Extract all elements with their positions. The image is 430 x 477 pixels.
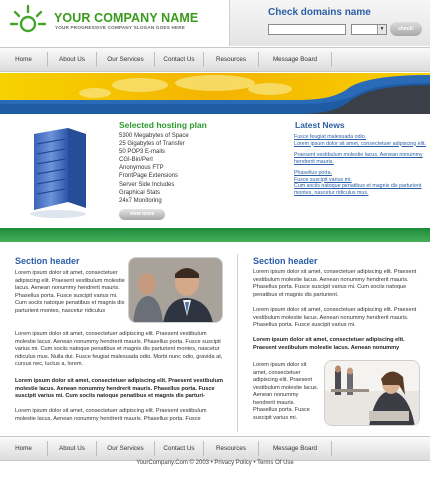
list-item: CGI-Bin/Perl: [119, 157, 153, 164]
nav-item-message-board[interactable]: Message Board: [272, 445, 318, 452]
world-map-graphic: [0, 73, 430, 114]
news-link[interactable]: Fusce suscipit varius mi.: [294, 176, 352, 183]
list-item: Graphical Stats: [119, 189, 161, 196]
header: [0, 0, 430, 46]
news-link[interactable]: Fusce feugiat malesuada odio.: [294, 134, 367, 140]
right-section-header: Section header: [253, 256, 318, 266]
domain-check-box: [229, 0, 430, 46]
view-more-button[interactable]: view more: [119, 209, 165, 220]
latest-news-title: Latest News: [295, 120, 345, 130]
sun-logo-icon: [10, 4, 46, 40]
nav-item-our-services[interactable]: Our Services: [107, 445, 144, 452]
right-section-paragraph-3: Lorem ipsum dolor sit amet, consectetuer adipiscing elit. Praesent vestibulum molestie lacus. Aenean nonummy hendrerit mauris. Phasellus porta. Fusce suscipit varius mi.: [253, 362, 319, 421]
company-name: YOUR COMPANY NAME: [54, 11, 199, 25]
nav-item-our-services[interactable]: Our Services: [107, 56, 144, 63]
domain-check-title: Check domains name: [268, 7, 371, 18]
latest-news-panel: [288, 114, 430, 228]
domain-extension-select[interactable]: [351, 24, 387, 35]
left-section-header: Section header: [15, 256, 80, 266]
footer-copyright[interactable]: YourCompany.Com © 2003 • Privacy Policy • Terms Of Use: [136, 460, 294, 466]
nav-item-contact-us[interactable]: Contact Us: [163, 56, 195, 63]
left-section-bold-paragraph: Lorem ipsum dolor sit amet, consectetuer adipiscing elit. Praesent vestibulum molestie lacus. Aenean nonummy hendrerit mauris. Phasellus porta. Fusce suscipit varius mi. Cum sociis natoque penatibus et magnis dis parturi-: [15, 378, 223, 399]
list-item: FrontPage Extensions: [119, 173, 179, 180]
company-slogan: YOUR PROGRESSIVE COMPANY SLOGAN GOES HERE: [55, 25, 186, 30]
main-content: [0, 242, 430, 436]
right-section-paragraph-2: Lorem ipsum dolor sit amet, consectetuer adipiscing elit. Praesent vestibulum molestie lacus. Aenean nonummy hendrerit mauris. Phasellus porta. Fusce suscipit varius mi.: [253, 307, 417, 328]
right-section-paragraph: Lorem ipsum dolor sit amet, consectetuer adipiscing elit. Praesent vestibulum molestie lacus. Aenean nonummy hendrerit mauris. Phasellus porta. Fusce suscipit varius mi. Cum sociis natoque penatibus et magnis dis parturient.: [253, 269, 417, 298]
news-link[interactable]: Praesent vestibulum molestie lacus. Aenean nonummy hendrerit mauris.: [294, 152, 423, 165]
news-link[interactable]: Lorem ipsum dolor sit amet, consectetuer adipiscing elit.: [294, 140, 426, 147]
list-item: Server Side Includes: [119, 181, 175, 188]
hosting-plan-title: Selected hosting plan: [119, 120, 207, 130]
nav-item-home[interactable]: Home: [15, 445, 32, 452]
check-domain-button[interactable]: check!: [390, 22, 422, 36]
news-list: [294, 134, 426, 196]
nav-item-resources[interactable]: Resources: [215, 445, 247, 452]
top-navigation: [0, 47, 430, 72]
hosting-feature-list: [119, 132, 189, 205]
list-item: 50 POP3 E-mails: [119, 149, 166, 156]
chevron-down-icon[interactable]: ▼: [377, 25, 386, 34]
right-section-bold-paragraph: Lorem ipsum dolor sit amet, consectetuer adipiscing elit. Praesent vestibulum molestie lacus. Aenean nonummy: [253, 337, 405, 351]
domain-name-input[interactable]: [268, 24, 346, 35]
left-section-intro: Lorem ipsum dolor sit amet, consectetuer adipiscing elit. Praesent vestibulum molestie lacus. Aenean nonummy hendrerit mauris. Phasellus porta. Fusce suscipit varius mi. Cum sociis natoque penatibus et magnis dis parturient montes, nascetur ridiculus: [15, 270, 125, 314]
green-divider-bar: [0, 228, 430, 242]
left-section-paragraph-2: Lorem ipsum dolor sit amet, consectetuer adipiscing elit. Praesent vestibulum molestie lacus. Aenean nonummy hendrerit mauris. Phasellus porta. Fusce: [15, 408, 207, 422]
news-link[interactable]: Phasellus porta.: [294, 170, 332, 176]
news-link[interactable]: Cum sociis natoque penatibus et magnis dis parturient montes, nascetur ridiculus mus.: [294, 183, 422, 196]
list-item: 24x7 Monitoring: [119, 197, 162, 204]
banner-image: [0, 73, 430, 114]
list-item: Anonymous FTP: [119, 165, 164, 172]
nav-item-resources[interactable]: Resources: [215, 56, 247, 63]
nav-divider: [331, 441, 332, 456]
nav-item-about-us[interactable]: About Us: [59, 445, 85, 452]
business-meeting-photo: [128, 257, 223, 323]
nav-item-contact-us[interactable]: Contact Us: [163, 445, 195, 452]
nav-item-message-board[interactable]: Message Board: [272, 56, 318, 63]
office-workers-photo: [324, 360, 420, 426]
nav-item-about-us[interactable]: About Us: [59, 56, 85, 63]
left-section-paragraph: Lorem ipsum dolor sit amet, consectetuer adipiscing elit. Praesent vestibulum molestie lacus. Aenean nonummy hendrerit mauris. Phasellus porta. Fusce suscipit varius mi. Cum sociis natoque penatibus et magnis dis parturient montes, nascetur ridiculus mus. Nulla dui. Fusce feugiat malesuada odio. Morbi nunc odio, gravida at, cursus nec, luctus a, lorem.: [15, 331, 223, 367]
bottom-navigation: [0, 436, 430, 461]
list-item: 25 Gigabytes of Transfer: [119, 141, 185, 148]
nav-item-home[interactable]: Home: [15, 56, 32, 63]
nav-divider: [331, 52, 332, 67]
server-rack-icon: [28, 124, 92, 220]
list-item: 5300 Megabytes of Space: [119, 133, 189, 139]
column-divider: [237, 254, 238, 432]
